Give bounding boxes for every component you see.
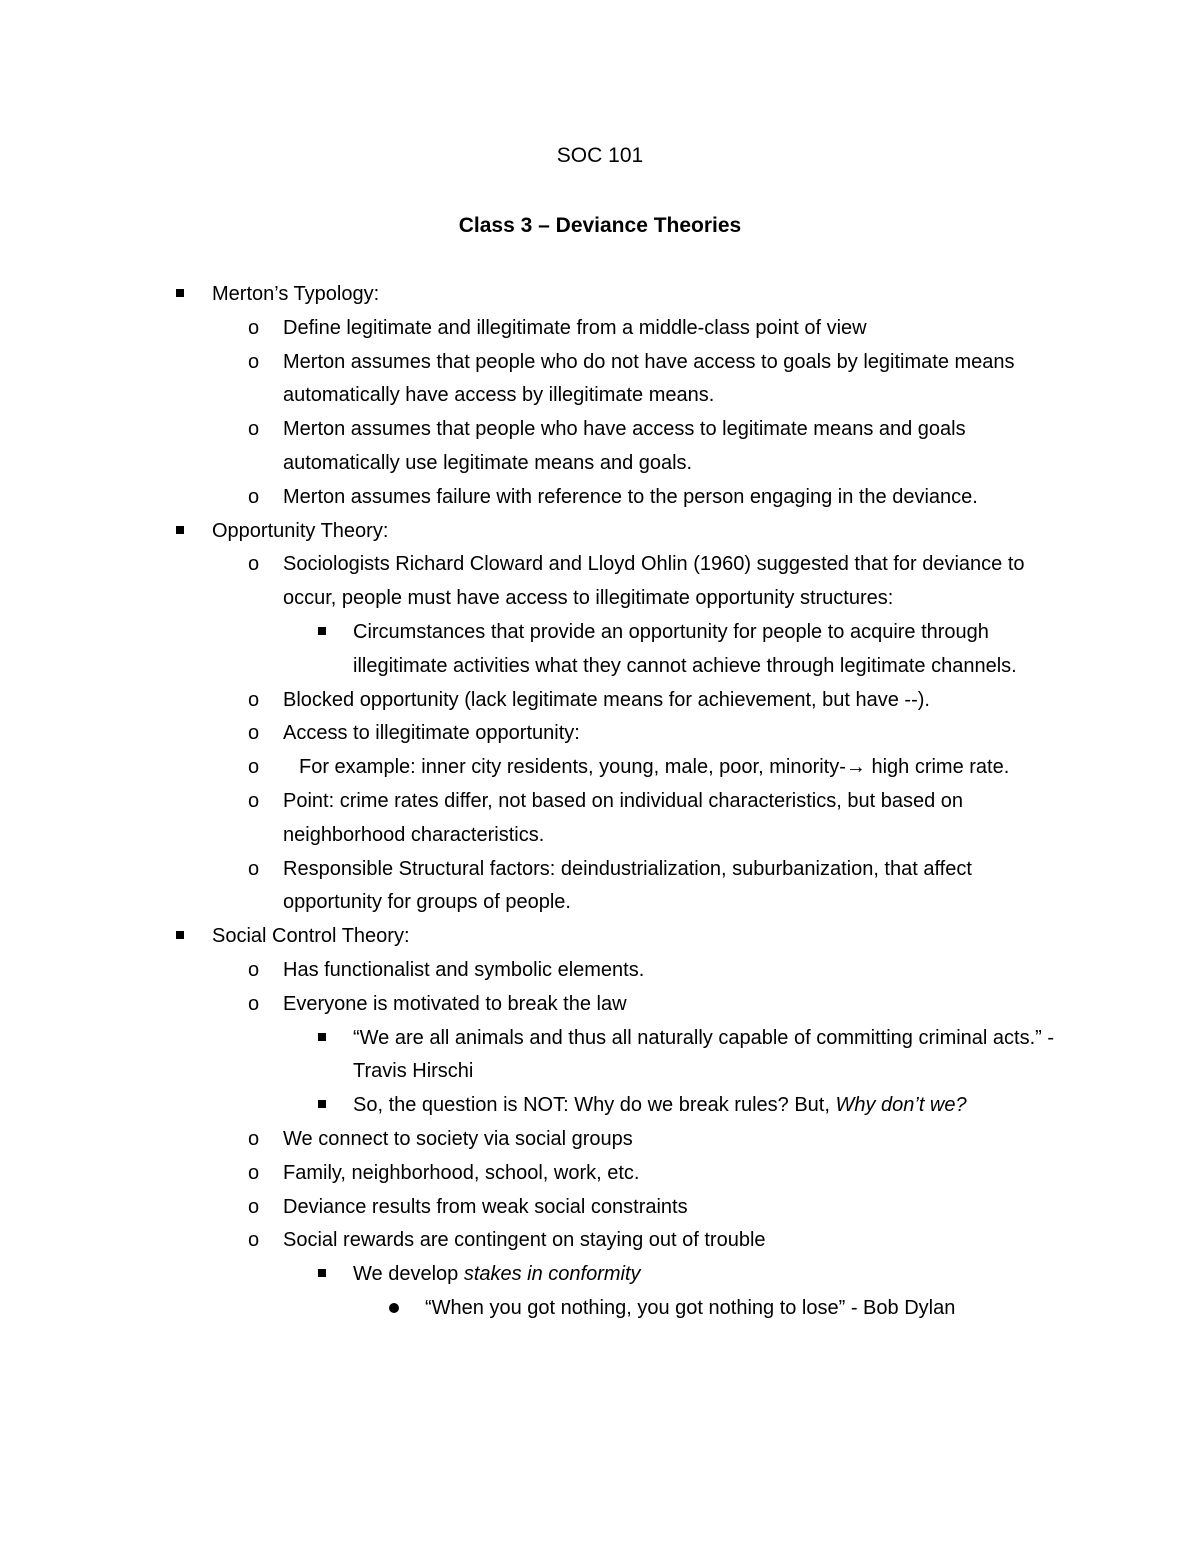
list-item: o Merton assumes that people who do not have access to goals by legitimate means automatically have access by illegitimate means. [0,346,1200,414]
circle-bullet-icon: o [248,958,260,981]
circle-bullet-icon: o [248,553,260,576]
dot-bullet-icon [389,1303,399,1313]
square-bullet-icon [318,1269,326,1277]
circle-bullet-icon: o [248,1229,260,1252]
circle-bullet-icon: o [248,1127,260,1150]
list-item: o Define legitimate and illegitimate from a middle-class point of view [0,312,1200,346]
list-item: o Sociologists Richard Cloward and Lloyd Ohlin (1960) suggested that for deviance to occur, people must have access to illegitimate opportunity structures: [0,548,1200,616]
list-item: o Social rewards are contingent on staying out of trouble [0,1224,1200,1258]
list-item: o Blocked opportunity (lack legitimate means for achievement, but have --). [0,684,1200,718]
notes-body [0,278,1200,1326]
section-heading-opportunity: Opportunity Theory: [0,515,1200,549]
arrow-right-icon: → [845,756,866,779]
list-item: o Family, neighborhood, school, work, etc. [0,1157,1200,1191]
section-heading-social-control: Social Control Theory: [0,920,1200,954]
circle-bullet-icon: o [248,857,260,880]
section-heading-merton: Merton’s Typology: [0,278,1200,312]
square-bullet-icon [318,627,326,635]
list-item: o Point: crime rates differ, not based on individual characteristics, but based on neighborhood characteristics. [0,785,1200,853]
circle-bullet-icon: o [248,1161,260,1184]
circle-bullet-icon: o [248,485,260,508]
list-item: o Deviance results from weak social constraints [0,1191,1200,1225]
circle-bullet-icon: o [248,688,260,711]
list-item: o Merton assumes that people who have access to legitimate means and goals automatically use legitimate means and goals. [0,413,1200,481]
square-bullet-icon [318,1100,326,1108]
list-item: o We connect to society via social groups [0,1123,1200,1157]
square-bullet-icon [176,526,184,534]
circle-bullet-icon: o [248,992,260,1015]
list-item: o Access to illegitimate opportunity: [0,717,1200,751]
list-item: o Has functionalist and symbolic elements. [0,954,1200,988]
list-item: o Merton assumes failure with reference to the person engaging in the deviance. [0,481,1200,515]
list-item: o Responsible Structural factors: deindustrialization, suburbanization, that affect opportunity for groups of people. [0,853,1200,921]
page-title: Class 3 – Deviance Theories [458,214,742,237]
square-bullet-icon [318,1033,326,1041]
list-subsubitem: “When you got nothing, you got nothing to lose” - Bob Dylan [0,1292,1200,1326]
square-bullet-icon [176,289,184,297]
circle-bullet-icon: o [248,316,260,339]
list-subitem: Circumstances that provide an opportunity for people to acquire through illegitimate activities what they cannot achieve through legitimate channels. [0,616,1200,684]
list-subitem: So, the question is NOT: Why do we break rules? But, Why don’t we? [0,1089,1200,1123]
course-code: SOC 101 [556,144,644,167]
circle-bullet-icon: o [248,350,260,373]
circle-bullet-icon: o [248,1195,260,1218]
square-bullet-icon [176,931,184,939]
list-subitem: “We are all animals and thus all naturally capable of committing criminal acts.” - Travis Hirschi [0,1022,1200,1090]
list-subitem: We develop stakes in conformity [0,1258,1200,1292]
circle-bullet-icon: o [248,722,260,745]
list-item: o For example: inner city residents, young, male, poor, minority-→ high crime rate. [0,751,1200,785]
circle-bullet-icon: o [248,756,260,779]
circle-bullet-icon: o [248,418,260,441]
list-item: o Everyone is motivated to break the law [0,988,1200,1022]
circle-bullet-icon: o [248,789,260,812]
